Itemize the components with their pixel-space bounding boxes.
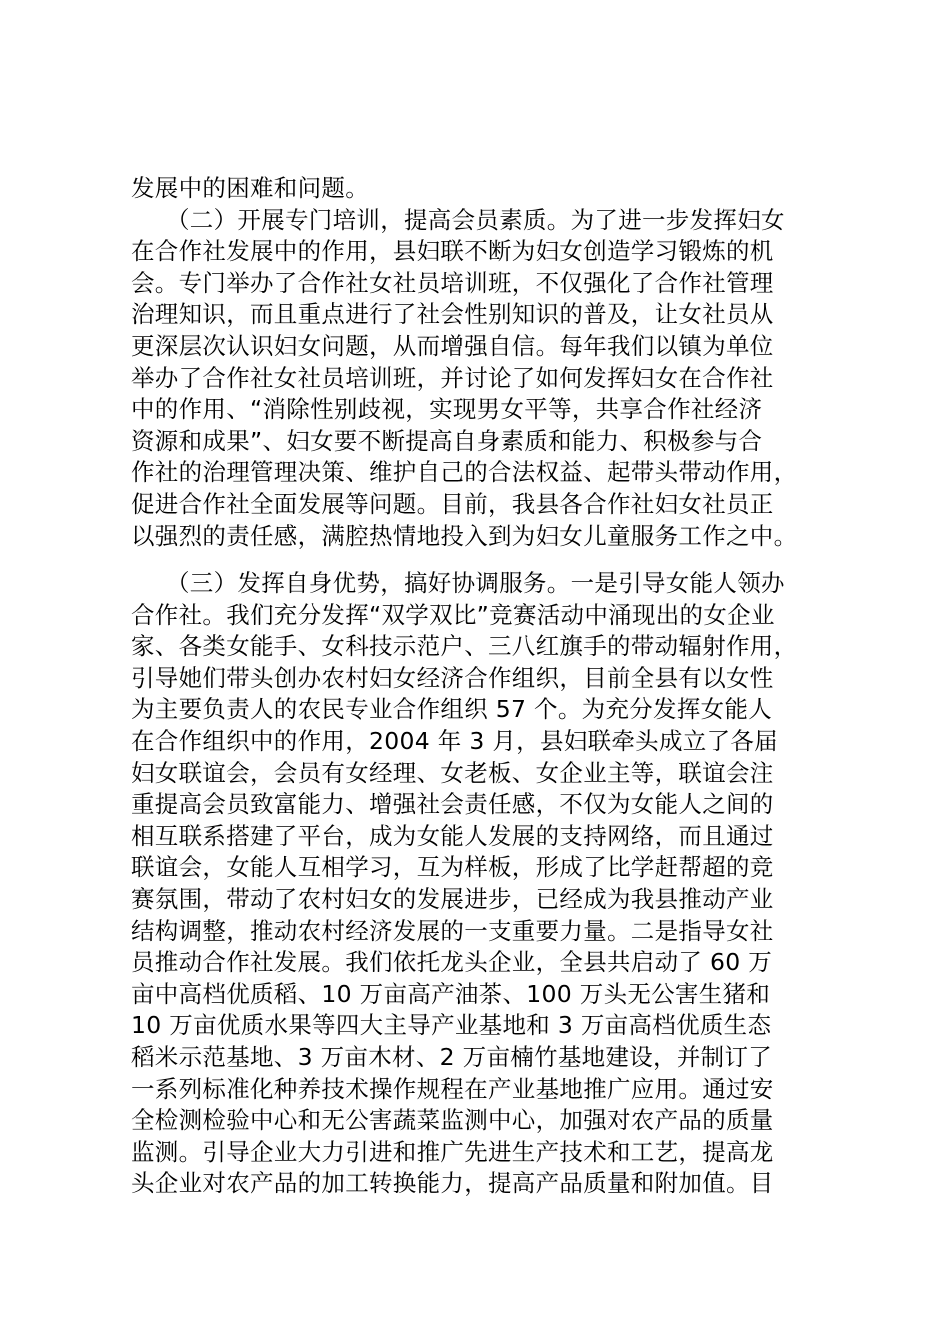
text-line: 治理知识，而且重点进行了社会性别知识的普及，让女社员从 xyxy=(131,300,774,329)
text-line: 为主要负责人的农民专业合作组织 57 个。为充分发挥女能人 xyxy=(131,695,773,724)
text-line: （二）开展专门培训，提高会员素质。为了进一步发挥妇女 xyxy=(166,205,785,234)
text-line: 联谊会，女能人互相学习，互为样板，形成了比学赶帮超的竞 xyxy=(131,853,774,882)
text-line: 员推动合作社发展。我们依托龙头企业，全县共启动了 60 万 xyxy=(131,948,773,977)
paragraph-coordination xyxy=(131,568,841,1200)
text-line: 合作社。我们充分发挥“双学双比”竞赛活动中涌现出的女企业 xyxy=(131,600,775,629)
text-line: 全检测检验中心和无公害蔬菜监测中心，加强对农产品的质量 xyxy=(131,1106,774,1135)
text-line: 促进合作社全面发展等问题。目前，我县各合作社妇女社员正 xyxy=(131,489,774,518)
text-line: 以强烈的责任感，满腔热情地投入到为妇女儿童服务工作之中。 xyxy=(131,521,798,550)
text-line: 稻米示范基地、3 万亩木材、2 万亩楠竹基地建设，并制订了 xyxy=(131,1042,773,1071)
text-line: 结构调整，推动农村经济发展的一支重要力量。二是指导女社 xyxy=(131,916,774,945)
text-line: 发展中的困难和问题。 xyxy=(131,174,369,202)
paragraph-training xyxy=(131,173,841,552)
text-line: 重提高会员致富能力、增强社会责任感，不仅为女能人之间的 xyxy=(131,790,774,819)
text-line: 头企业对农产品的加工转换能力，提高产品质量和附加值。目 xyxy=(131,1169,774,1198)
text-line: 更深层次认识妇女问题，从而增强自信。每年我们以镇为单位 xyxy=(131,331,774,360)
text-line: （三）发挥自身优势，搞好协调服务。一是引导女能人领办 xyxy=(166,569,785,597)
text-line: 妇女联谊会，会员有女经理、女老板、女企业主等，联谊会注 xyxy=(131,758,774,787)
text-line: 家、各类女能手、女科技示范户、三八红旗手的带动辐射作用， xyxy=(131,632,798,661)
text-line: 资源和成果”、妇女要不断提高自身素质和能力、积极参与合 xyxy=(131,426,763,455)
text-line: 相互联系搭建了平台，成为女能人发展的支持网络，而且通过 xyxy=(131,821,774,850)
text-line: 引导她们带头创办农村妇女经济合作组织，目前全县有以女性 xyxy=(131,663,774,692)
text-line: 在合作组织中的作用，2004 年 3 月，县妇联牵头成立了各届 xyxy=(131,726,778,755)
text-line: 举办了合作社女社员培训班，并讨论了如何发挥妇女在合作社 xyxy=(131,363,774,392)
text-line: 作社的治理管理决策、维护自己的合法权益、起带头带动作用， xyxy=(131,458,798,487)
text-line: 赛氛围，带动了农村妇女的发展进步，已经成为我县推动产业 xyxy=(131,884,774,913)
text-line: 10 万亩优质水果等四大主导产业基地和 3 万亩高档优质生态 xyxy=(131,1011,772,1040)
text-line: 在合作社发展中的作用，县妇联不断为妇女创造学习锻炼的机 xyxy=(131,237,774,266)
text-line: 监测。引导企业大力引进和推广先进生产技术和工艺，提高龙 xyxy=(131,1137,774,1166)
text-line: 一系列标准化种养技术操作规程在产业基地推广应用。通过安 xyxy=(131,1074,774,1103)
text-line: 亩中高档优质稻、10 万亩高产油茶、100 万头无公害生猪和 xyxy=(131,979,771,1008)
text-line: 会。专门举办了合作社女社员培训班，不仅强化了合作社管理 xyxy=(131,268,774,297)
text-line: 中的作用、“消除性别歧视，实现男女平等，共享合作社经济 xyxy=(131,395,763,424)
